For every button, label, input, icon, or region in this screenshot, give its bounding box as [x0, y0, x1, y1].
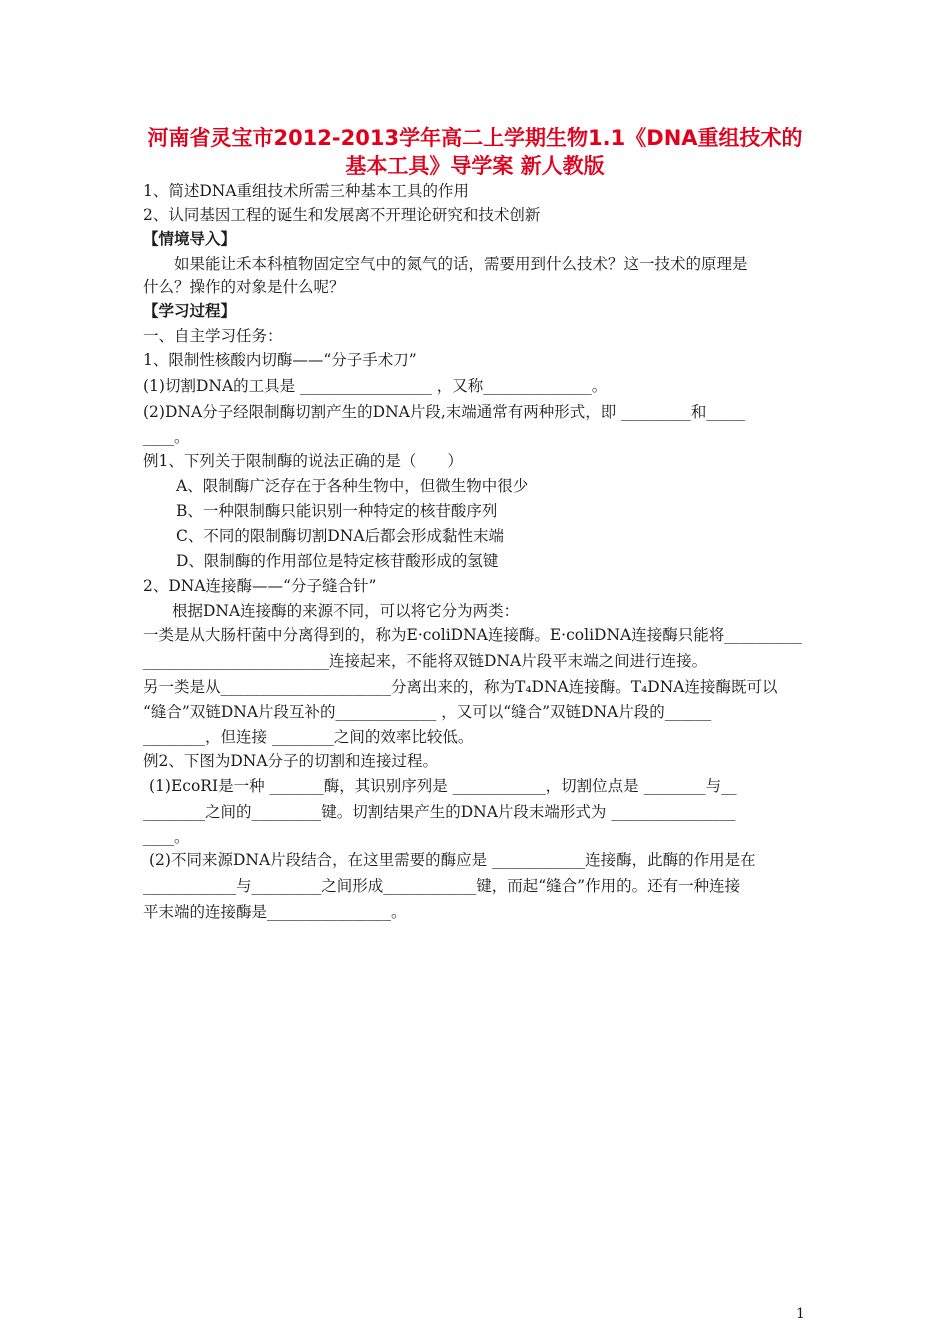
intro-heading: 【情境导入】 [143, 230, 237, 248]
question-2-line-2: ____。 [143, 428, 190, 446]
example-2-part-2-line-3: 平末端的连接酶是________________。 [143, 903, 407, 921]
intro-line-1: 如果能让禾本科植物固定空气中的氮气的话，需要用到什么技术？这一技术的原理是 [174, 255, 748, 273]
section-2-intro: 根据DNA连接酶的来源不同，可以将它分为两类： [172, 602, 520, 620]
example-2-part-2-line-1: (2)不同来源DNA片段结合，在这里需要的酶应是 ____________连接酶，此酶的作用是在 [149, 851, 756, 869]
document-title-line-1: 河南省灵宝市2012-2013学年高二上学期生物1.1《DNA重组技术的 [147, 126, 803, 150]
example-1-stem: 例1、下列关于限制酶的说法正确的是（ ） [143, 452, 463, 470]
question-2-line-1: (2)DNA分子经限制酶切割产生的DNA片段,末端通常有两种形式，即 _________和_____ [143, 403, 746, 421]
process-heading: 【学习过程】 [143, 302, 237, 320]
example-2-part-1-line-1: (1)EcoRI是一种 _______酶，其识别序列是 ____________，切割位点是 ________与__ [149, 777, 737, 795]
task-heading: 一、自主学习任务： [143, 327, 283, 345]
example-1-option-b: B、一种限制酶只能识别一种特定的核苷酸序列 [176, 502, 498, 520]
example-2-part-1-line-2: ________之间的_________键。切割结果产生的DNA片段末端形式为 ________________ [143, 803, 736, 821]
section-1-title: 1、限制性核酸内切酶——“分子手术刀” [143, 351, 417, 369]
example-2-part-1-line-3: ____。 [143, 828, 190, 846]
objective-2: 2、认同基因工程的诞生和发展离不开理论研究和技术创新 [143, 206, 541, 224]
section-2-line-3: 另一类是从______________________分离出来的，称为T₄DNA连接酶。T₄DNA连接酶既可以 [143, 678, 778, 696]
section-2-line-1: 一类是从大肠杆菌中分离得到的，称为E·coliDNA连接酶。E·coliDNA连接酶只能将__________ [143, 626, 802, 644]
intro-line-2: 什么？操作的对象是什么呢？ [143, 278, 345, 296]
example-2-part-2-line-2: ____________与_________之间形成____________键，而起“缝合”作用的。还有一种连接 [143, 877, 741, 895]
section-2-line-5: ________，但连接 ________之间的效率比较低。 [143, 728, 474, 746]
section-2-title: 2、DNA连接酶——“分子缝合针” [143, 577, 377, 595]
example-1-option-c: C、不同的限制酶切割DNA后都会形成黏性末端 [176, 527, 505, 545]
example-2-stem: 例2、下图为DNA分子的切割和连接过程。 [143, 752, 439, 770]
document-title-line-2: 基本工具》导学案 新人教版 [345, 154, 605, 178]
question-1: (1)切割DNA的工具是 _________________ ，又称______________。 [143, 377, 608, 395]
example-1-option-a: A、限制酶广泛存在于各种生物中，但微生物中很少 [176, 477, 529, 495]
page-number: 1 [796, 1306, 805, 1322]
section-2-line-4: “缝合”双链DNA片段互补的_____________ ，又可以“缝合”双链DNA片段的______ [143, 703, 712, 721]
example-1-option-d: D、限制酶的作用部位是特定核苷酸形成的氢键 [176, 552, 499, 570]
section-2-line-2: ________________________连接起来，不能将双链DNA片段平末端之间进行连接。 [143, 652, 708, 670]
objective-1: 1、简述DNA重组技术所需三种基本工具的作用 [143, 182, 470, 200]
